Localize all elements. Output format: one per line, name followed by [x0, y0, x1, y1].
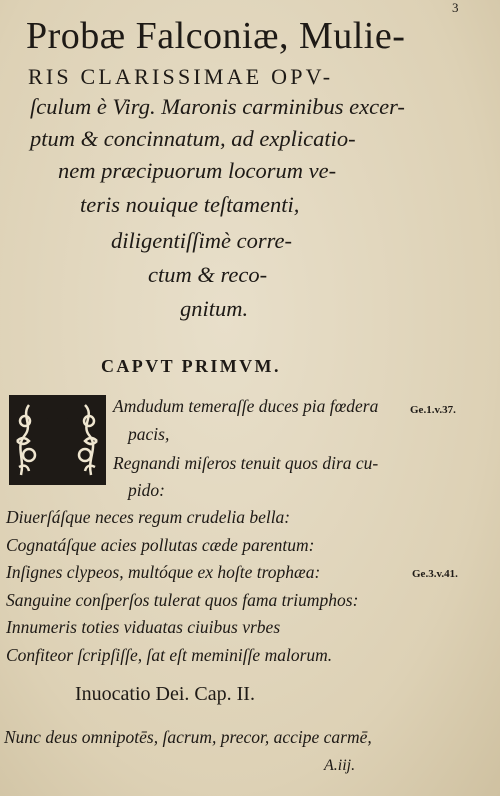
- signature-mark: A.iij.: [324, 757, 356, 774]
- title-line-1: Probæ Falconiæ, Mulie-: [26, 15, 406, 57]
- title-line-2: RIS CLARISSIMAE OPV-: [28, 64, 334, 89]
- verse-line: Regnandi miſeros tenuit quos dira cu-: [113, 453, 379, 473]
- title-italic-line: ſculum è Virg. Maronis carminibus excer-: [30, 94, 405, 119]
- decorated-initial: [9, 393, 106, 495]
- initial-letter: I: [39, 393, 76, 495]
- verse-line: Nunc deus omnipotēs, ſacrum, precor, accipe carmē,: [4, 727, 372, 747]
- verse-line: Amdudum temeraſſe duces pia fœdera: [113, 396, 379, 416]
- verse-line: Diuerſáſque neces regum crudelia bella:: [6, 507, 291, 527]
- title-italic-line: gnitum.: [180, 296, 249, 321]
- title-italic-line: ctum & reco-: [148, 262, 268, 287]
- chapter-2-heading: Inuocatio Dei. Cap. II.: [75, 683, 255, 705]
- folio-number: 3: [452, 0, 459, 15]
- marginal-note: Ge.3.v.41.: [412, 568, 458, 580]
- title-italic-line: diligentiſſimè corre-: [111, 228, 292, 253]
- chapter-1-heading: CAPVT PRIMVM.: [101, 356, 281, 376]
- verse-line: pido:: [128, 480, 165, 500]
- title-italic-line: teris nouique teſtamenti,: [80, 192, 300, 217]
- marginal-note: Ge.1.v.37.: [410, 404, 456, 416]
- verse-line: Innumeris toties viduatas ciuibus vrbes: [6, 617, 281, 637]
- verse-line: pacis,: [128, 424, 170, 444]
- verse-line: Cognatáſque acies pollutas cæde parentum:: [6, 535, 315, 555]
- verse-line: Inſignes clypeos, multóque ex hoſte trophæa:: [6, 562, 321, 582]
- title-italic-line: ptum & concinnatum, ad explicatio-: [30, 126, 356, 151]
- verse-line: Confiteor ſcripſiſſe, ſat eſt meminiſſe malorum.: [6, 645, 333, 665]
- title-italic-line: nem præcipuorum locorum ve-: [58, 158, 337, 183]
- verse-line: Sanguine conſperſos tulerat quos fama triumphos:: [6, 590, 359, 610]
